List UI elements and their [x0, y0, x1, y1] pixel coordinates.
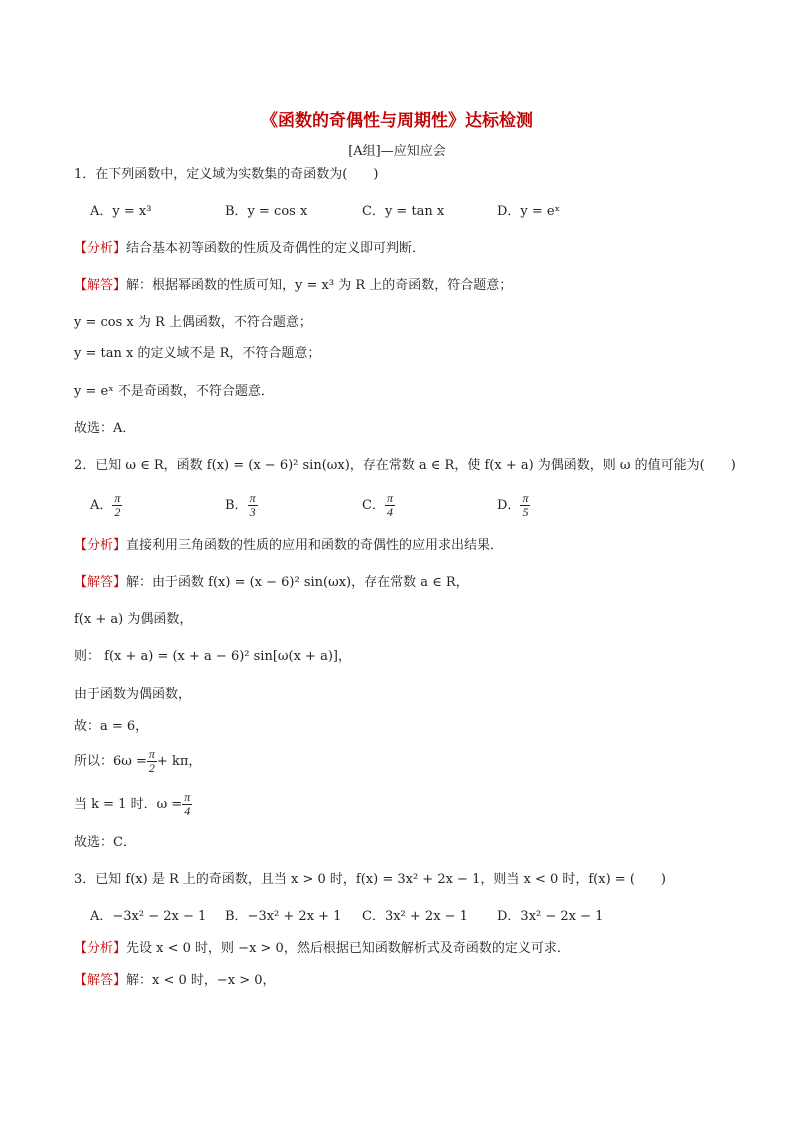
q2-answer-6: 所以：6ω = $\frac{\pi}{2}$ + kπ，	[74, 747, 202, 775]
q2-stem: 2．已知 ω ∈ R，函数 f(x) = (x − 6)² sin(ωx)，存在常数 a ∈ R，使 f(x + a) 为偶函数，则 ω 的值可能为( )	[74, 458, 736, 473]
q2-answer-1	[74, 574, 469, 592]
answer-text: 解：根据幂函数的性质可知，y = x³ 为 R 上的奇函数，符合题意；	[126, 278, 513, 293]
analysis-tag: 【分析】	[74, 941, 127, 956]
fraction: $\frac{\pi}{2}$	[114, 491, 121, 519]
q1-stem: 1．在下列函数中，定义域为实数集的奇函数为( )	[74, 167, 379, 182]
q1-analysis	[74, 240, 425, 258]
q1-answer-1	[74, 277, 512, 295]
section-subtitle: [A组]—应知应会	[348, 144, 446, 159]
fraction: $\frac{\pi}{5}$	[522, 491, 529, 519]
fraction: $\frac{\pi}{4}$	[184, 790, 191, 818]
q1-answer-4: y = eˣ 不是奇函数，不符合题意．	[74, 384, 274, 399]
q3-option-c: C．3x² + 2x − 1	[362, 909, 468, 924]
analysis-text: 结合基本初等函数的性质及奇偶性的定义即可判断．	[126, 241, 426, 256]
analysis-tag: 【分析】	[74, 538, 127, 553]
fraction: $\frac{\pi}{2}$	[148, 747, 155, 775]
q2-option-d: D． $\frac{\pi}{5}$	[497, 491, 529, 519]
q3-answer-1	[74, 972, 276, 990]
q2-answer-2: f(x + a) 为偶函数，	[74, 612, 193, 627]
q1-option-a: A．y = x³	[90, 204, 152, 219]
q3-option-b: B．−3x² + 2x + 1	[225, 909, 342, 924]
q1-choice: 故选：A．	[74, 421, 136, 436]
q3-stem: 3．已知 f(x) 是 R 上的奇函数，且当 x > 0 时，f(x) = 3x² + 2x − 1，则当 x < 0 时，f(x) = ( )	[74, 872, 666, 887]
answer-text: 解：x < 0 时，−x > 0，	[126, 973, 276, 988]
answer-tag: 【解答】	[74, 575, 127, 590]
q2-option-c: C． $\frac{\pi}{4}$	[362, 491, 393, 519]
q2-answer-5: 故：a = 6，	[74, 719, 149, 734]
q1-option-d: D．y = eˣ	[497, 204, 561, 219]
q1-option-b: B．y = cos x	[225, 204, 308, 219]
q1-answer-2: y = cos x 为 R 上偶函数，不符合题意；	[74, 315, 312, 330]
q2-answer-3: 则： f(x + a) = (x + a − 6)² sin[ω(x + a)]，	[74, 649, 351, 664]
q1-option-c: C．y = tan x	[362, 204, 445, 219]
answer-tag: 【解答】	[74, 973, 127, 988]
q1-answer-3: y = tan x 的定义域不是 R，不符合题意；	[74, 346, 321, 361]
q2-answer-7: 当 k = 1 时．ω = $\frac{\pi}{4}$	[74, 790, 191, 818]
q2-analysis	[74, 537, 503, 555]
q2-option-a: A． $\frac{\pi}{2}$	[90, 491, 121, 519]
fraction: $\frac{\pi}{3}$	[249, 491, 256, 519]
q2-option-b: B． $\frac{\pi}{3}$	[225, 491, 256, 519]
q2-choice: 故选：C．	[74, 835, 136, 850]
q3-option-a: A．−3x² − 2x − 1	[90, 909, 207, 924]
fraction: $\frac{\pi}{4}$	[386, 491, 393, 519]
document-title: 《函数的奇偶性与周期性》达标检测	[261, 111, 533, 131]
q2-answer-4: 由于函数为偶函数，	[74, 687, 192, 702]
analysis-text: 先设 x < 0 时，则 −x > 0，然后根据已知函数解析式及奇函数的定义可求．	[126, 941, 570, 956]
answer-text: 解：由于函数 f(x) = (x − 6)² sin(ωx)，存在常数 a ∈ R，	[126, 575, 469, 590]
analysis-text: 直接利用三角函数的性质的应用和函数的奇偶性的应用求出结果．	[126, 538, 504, 553]
analysis-tag: 【分析】	[74, 241, 127, 256]
q3-option-d: D．3x² − 2x − 1	[497, 909, 604, 924]
answer-tag: 【解答】	[74, 278, 127, 293]
q3-analysis	[74, 940, 570, 958]
